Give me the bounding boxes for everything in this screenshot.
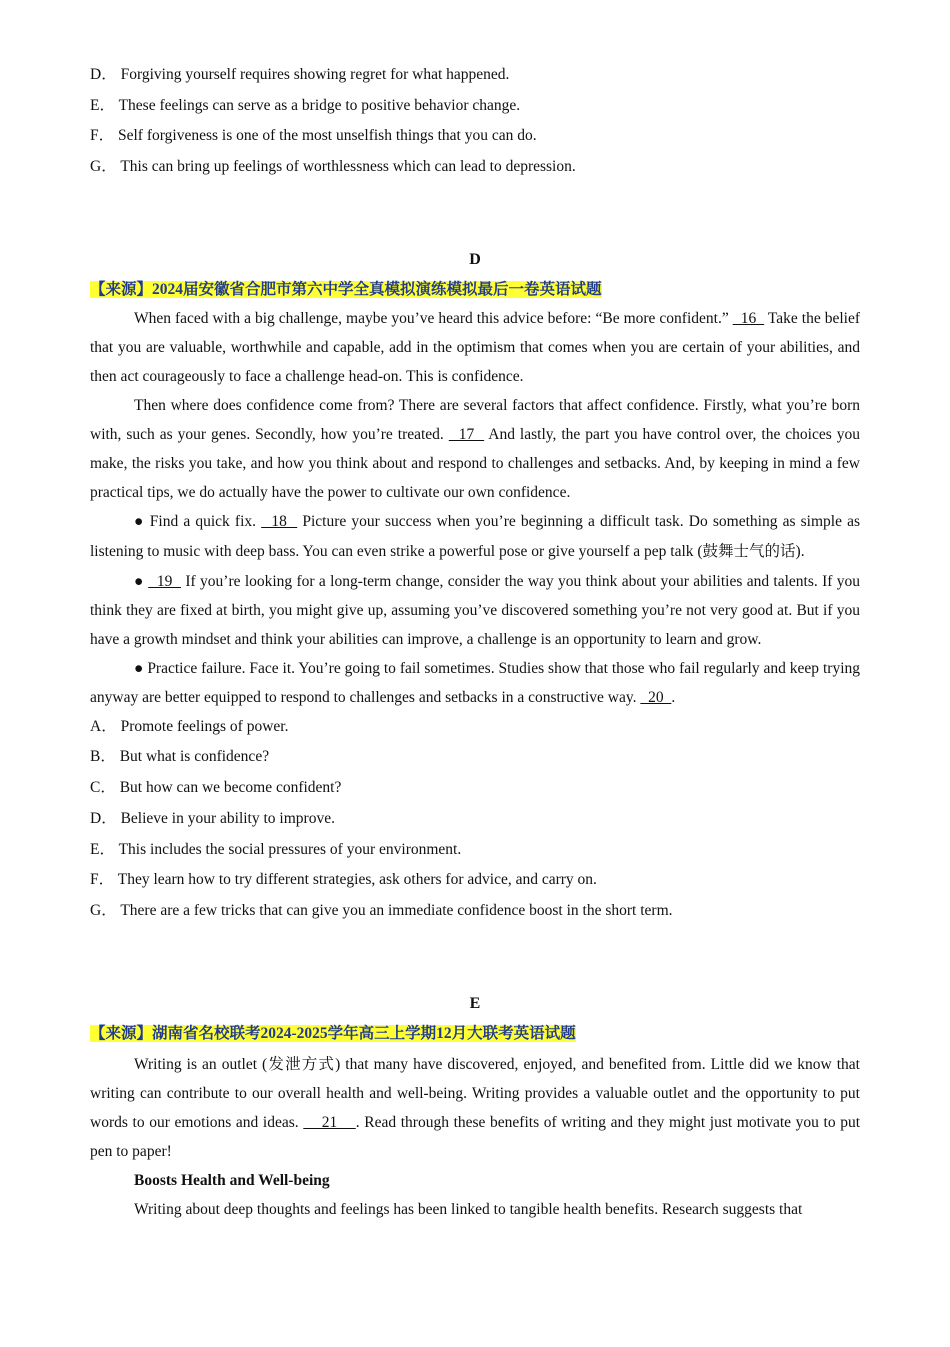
document-page	[90, 60, 860, 1224]
paragraph: ● 19 If you’re looking for a long-term change, consider the way you think about your abilities and talents. If you think they are fixed at birth, you might give up, assuming you’ve discovered something you’re not very good at. But if you have a growth mindset and think your abilities can improve, a challenge is an opportunity to learn and grow.	[90, 572, 861, 648]
paragraph: When faced with a big challenge, maybe you’ve heard this advice before: “Be more confident.” 16 Take the belief that you are valuable, worthwhile and capable, add in the optimism that comes when you are certain of your abilities, and then act courageously to face a challenge head-on. This is confidence.	[90, 309, 861, 385]
blank-17[interactable]: 17	[448, 425, 485, 443]
source-line: 【来源】湖南省名校联考2024-2025学年高三上学期12月大联考英语试题	[90, 1024, 576, 1042]
blank-16[interactable]: 16	[732, 309, 765, 327]
section-d-options	[90, 712, 860, 927]
option-item: D． Forgiving yourself requires showing regret for what happened.	[90, 66, 510, 83]
option-item: D． Believe in your ability to improve.	[90, 809, 335, 827]
paragraph: Writing is an outlet (发泄方式) that many have discovered, enjoyed, and benefited from. Little did we know that writing can contribute to our overall health and well-being. Writing provides a valuable outlet and the opportunity to put words to our emotions and ideas. 21 . Read through these benefits of writing and they might just motivate you to put pen to paper!	[90, 1055, 860, 1160]
paragraph: Writing about deep thoughts and feelings has been linked to tangible health benefits. Research suggests that	[134, 1200, 803, 1218]
blank-21[interactable]: 21	[303, 1113, 356, 1131]
option-item: F． Self forgiveness is one of the most unselfish things that you can do.	[90, 127, 537, 145]
blank-18[interactable]: 18	[261, 512, 298, 530]
section-d	[90, 245, 860, 927]
option-item: F． They learn how to try different strategies, ask others for advice, and carry on.	[90, 871, 597, 889]
section-c-options	[90, 60, 860, 183]
option-item: C． But how can we become confident?	[90, 779, 342, 797]
source-line: 【来源】2024届安徽省合肥市第六中学全真模拟演练模拟最后一卷英语试题	[90, 280, 602, 298]
blank-19[interactable]: 19	[148, 572, 182, 590]
option-item: E． This includes the social pressures of your environment.	[90, 840, 462, 858]
paragraph: Then where does confidence come from? There are several factors that affect confidence. Firstly, what you’re born with, such as your genes. Secondly, how you’re treated. 17 And lastly, the part you have control over, the choices you make, the risks you take, and how you think about and respond to challenges and setbacks. And, by keeping in mind a few practical tips, we do actually have the power to cultivate our own confidence.	[90, 396, 860, 501]
sub-heading: Boosts Health and Well-being	[134, 1171, 330, 1189]
option-item: E． These feelings can serve as a bridge to positive behavior change.	[90, 96, 521, 114]
option-item: B． But what is confidence?	[90, 748, 270, 766]
section-heading: D	[469, 250, 481, 268]
section-e	[90, 989, 860, 1224]
section-heading: E	[469, 994, 481, 1012]
paragraph: ● Find a quick fix. 18 Picture your success when you’re beginning a difficult task. Do something as simple as listening to music with deep bass. You can even strike a powerful pose or give yourself a pep talk (鼓舞士气的话).	[90, 512, 861, 560]
option-item: G． This can bring up feelings of worthlessness which can lead to depression.	[90, 158, 576, 176]
option-item: G． There are a few tricks that can give you an immediate confidence boost in the short term.	[90, 901, 673, 919]
paragraph: ● Practice failure. Face it. You’re going to fail sometimes. Studies show that those who fail regularly and keep trying anyway are better equipped to respond to challenges and setbacks in a constructive way. 20 .	[90, 659, 860, 706]
option-item: A． Promote feelings of power.	[90, 717, 289, 735]
blank-20[interactable]: 20	[640, 688, 672, 706]
